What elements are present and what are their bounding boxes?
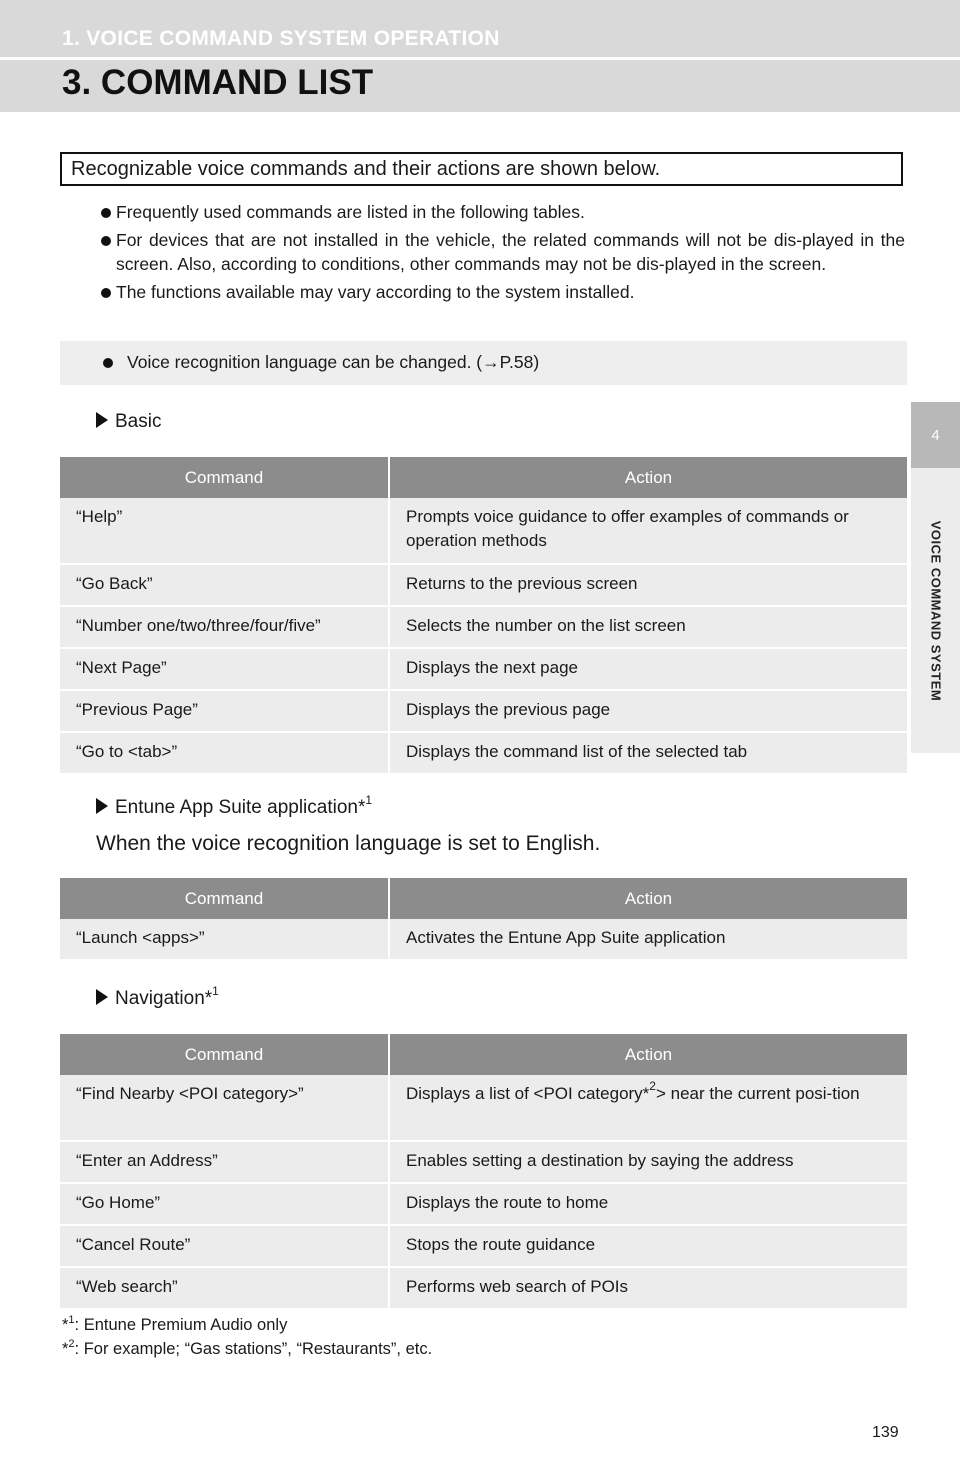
chapter-tab-label-text: VOICE COMMAND SYSTEM (928, 520, 943, 701)
action-text: Displays a list of <POI category* (406, 1084, 650, 1103)
action-cell: Returns to the previous screen (389, 564, 907, 606)
action-cell: Enables setting a destination by saying the address (389, 1141, 907, 1183)
bullet-text: The functions available may vary according to the system installed. (116, 282, 635, 302)
action-cell: Activates the Entune App Suite application (389, 919, 907, 960)
table-row (60, 732, 907, 774)
table-row (60, 564, 907, 606)
table-row (60, 1075, 907, 1141)
command-cell: “Enter an Address” (60, 1141, 389, 1183)
note-box (60, 341, 907, 385)
footnote-item (62, 1313, 432, 1337)
action-cell: Selects the number on the list screen (389, 606, 907, 648)
action-column-header: Action (389, 878, 907, 919)
intro-box: Recognizable voice commands and their actions are shown below. (60, 152, 903, 186)
header-band (0, 0, 960, 112)
command-cell: “Cancel Route” (60, 1225, 389, 1267)
footnote-ref: 2 (649, 1079, 656, 1093)
command-column-header: Command (60, 878, 389, 919)
command-cell: “Help” (60, 498, 389, 564)
entune-heading (96, 793, 373, 819)
triangle-icon (96, 798, 108, 814)
footnote-number: 1 (68, 1314, 75, 1326)
page-number: 139 (872, 1424, 899, 1441)
table-header-row (60, 878, 907, 919)
footnote-mark: * (62, 1340, 69, 1358)
language-note: When the voice recognition language is set to English. (96, 832, 601, 855)
note-text: Voice recognition language can be changed. (→P.58) (127, 352, 540, 372)
action-cell: Displays the command list of the selected tab (389, 732, 907, 774)
action-cell: Displays the previous page (389, 690, 907, 732)
command-cell: “Go Home” (60, 1183, 389, 1225)
footnotes (62, 1313, 432, 1361)
table-row (60, 690, 907, 732)
basic-heading (96, 411, 161, 433)
command-cell: “Web search” (60, 1267, 389, 1309)
table-row (60, 606, 907, 648)
footnote-text: : Entune Premium Audio only (74, 1316, 288, 1334)
table-row (60, 498, 907, 564)
navigation-command-table (60, 1034, 907, 1310)
triangle-icon (96, 989, 108, 1005)
table-row (60, 919, 907, 960)
footnote-ref: 1 (365, 793, 373, 807)
footnote-item (62, 1337, 432, 1361)
bullet-text: For devices that are not installed in the vehicle, the related commands will not be dis-played in the screen. Also, according to conditions, other commands may not be dis-played in the screen. (116, 230, 905, 274)
entune-heading-text: Entune App Suite application* (115, 797, 366, 818)
action-cell: Prompts voice guidance to offer examples of commands or operation methods (389, 498, 907, 564)
table-row (60, 1225, 907, 1267)
command-cell: “Previous Page” (60, 690, 389, 732)
action-cell: Performs web search of POIs (389, 1267, 907, 1309)
chapter-tab-number: 4 (911, 402, 960, 468)
action-cell (389, 1075, 907, 1141)
table-header-row (60, 1034, 907, 1075)
footnote-text: : For example; “Gas stations”, “Restaurants”, etc. (74, 1340, 433, 1358)
action-cell: Stops the route guidance (389, 1225, 907, 1267)
page-title: 3. COMMAND LIST (62, 63, 374, 102)
action-text: > near the current posi-tion (655, 1084, 860, 1103)
command-column-header: Command (60, 457, 389, 498)
footnote-mark: * (62, 1316, 69, 1334)
command-cell: “Next Page” (60, 648, 389, 690)
bullet-item (73, 200, 905, 224)
entune-command-table (60, 878, 907, 961)
section-label: 1. VOICE COMMAND SYSTEM OPERATION (62, 27, 500, 50)
table-row (60, 1183, 907, 1225)
command-cell: “Launch <apps>” (60, 919, 389, 960)
chapter-tab-label (911, 468, 960, 753)
table-header-row (60, 457, 907, 498)
footnote-ref: 1 (212, 984, 219, 998)
table-row (60, 648, 907, 690)
bullet-dot-icon (101, 236, 111, 246)
basic-command-table (60, 457, 907, 775)
navigation-heading (96, 984, 219, 1010)
bullet-dot-icon (101, 288, 111, 298)
basic-heading-text: Basic (115, 411, 162, 432)
bullet-text: Frequently used commands are listed in the following tables. (116, 202, 585, 222)
bullet-dot-icon (103, 358, 113, 368)
action-cell: Displays the next page (389, 648, 907, 690)
command-cell: “Find Nearby <POI category>” (60, 1075, 389, 1141)
command-column-header: Command (60, 1034, 389, 1075)
triangle-icon (96, 412, 108, 428)
footnote-number: 2 (68, 1338, 75, 1350)
table-row (60, 1141, 907, 1183)
action-cell: Displays the route to home (389, 1183, 907, 1225)
table-row (60, 1267, 907, 1309)
bullet-item (73, 228, 905, 276)
bullet-dot-icon (101, 208, 111, 218)
action-column-header: Action (389, 457, 907, 498)
navigation-heading-text: Navigation* (115, 988, 213, 1009)
action-column-header: Action (389, 1034, 907, 1075)
command-cell: “Go to <tab>” (60, 732, 389, 774)
header-divider (0, 57, 960, 60)
bullet-list (73, 200, 905, 308)
bullet-item (73, 280, 905, 304)
command-cell: “Number one/two/three/four/five” (60, 606, 389, 648)
command-cell: “Go Back” (60, 564, 389, 606)
